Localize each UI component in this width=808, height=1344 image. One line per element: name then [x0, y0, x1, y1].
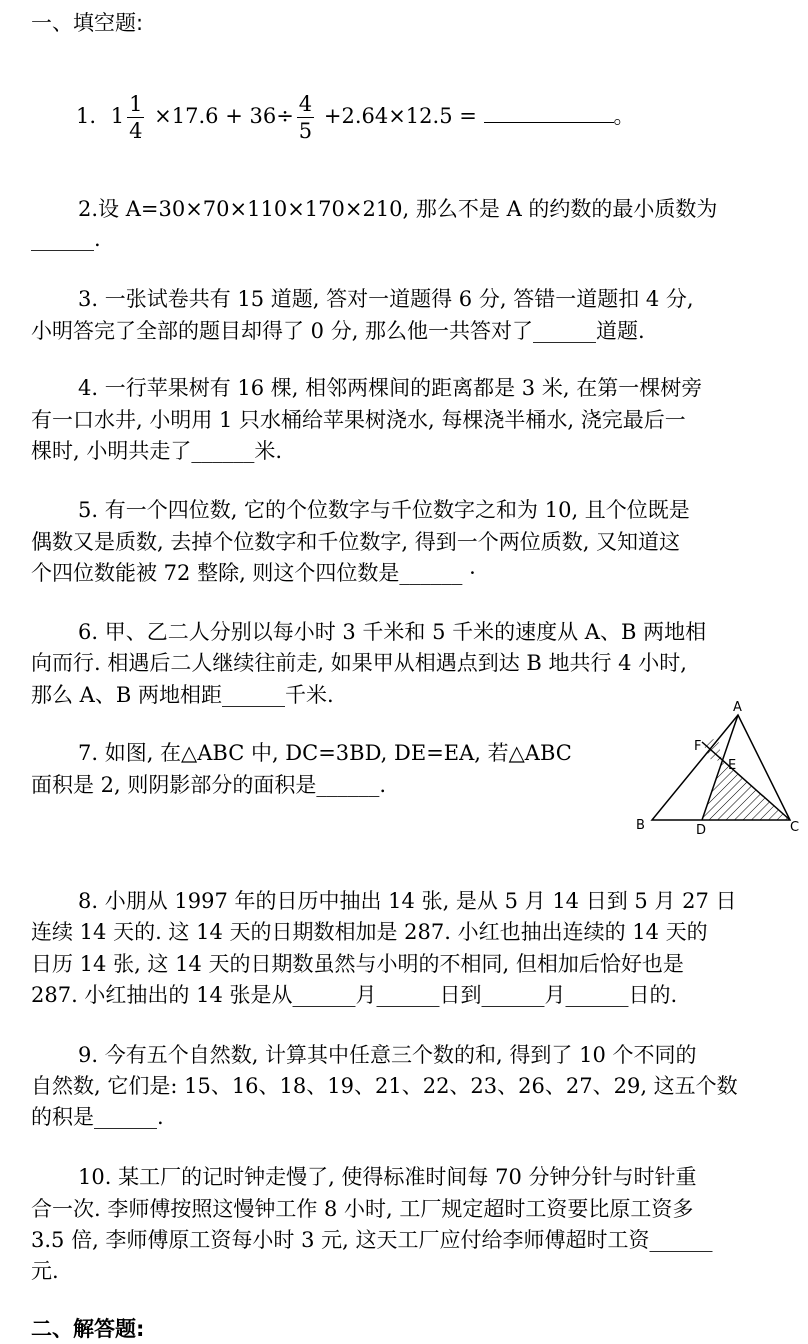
q8-line-4: 287. 小红抽出的 14 张是从______月______日到______月______日的. [31, 983, 678, 1007]
q1-fraction-2: $\frac{4}{5}$ [298, 92, 313, 143]
q5-line-1: 5. 有一个四位数, 它的个位数字与千位数字之和为 10, 且个位既是 [78, 498, 690, 522]
q5-line-3: 个四位数能被 72 整除, 则这个四位数是______ · [31, 561, 476, 585]
q1-number: 1. [76, 104, 97, 128]
q3-line-1: 3. 一张试卷共有 15 道题, 答对一道题得 6 分, 答错一道题扣 4 分, [78, 287, 694, 311]
q10-line-1: 10. 某工厂的记时钟走慢了, 使得标准时间每 70 分钟分针与时针重 [78, 1165, 697, 1189]
q1-tail: +2.64×12.5 = [323, 104, 477, 128]
label-a: A [733, 700, 742, 715]
section-2-title: 二、解答题: [31, 1317, 145, 1341]
label-f: F [694, 739, 702, 754]
q8-line-3: 日历 14 张, 这 14 天的日期数虽然与小明的不相同, 但相加后恰好也是 [31, 952, 684, 976]
q4-line-3: 棵时, 小明共走了______米. [31, 439, 283, 463]
shaded-region-lower [702, 761, 790, 820]
q8-line-1: 8. 小朋从 1997 年的日历中抽出 14 张, 是从 5 月 14 日到 5 月 27 日 [78, 889, 737, 913]
q6-line-3: 那么 A、B 两地相距______千米. [31, 683, 334, 707]
q1-answer-blank [484, 102, 614, 123]
label-b: B [636, 818, 645, 833]
q4-line-2: 有一口水井, 小明用 1 只水桶给苹果树浇水, 每棵浇半桶水, 浇完最后一 [31, 408, 686, 432]
q9-line-1: 9. 今有五个自然数, 计算其中任意三个数的和, 得到了 10 个不同的 [78, 1043, 697, 1067]
q2-line-1: 2.设 A=30×70×110×170×210, 那么不是 A 的约数的最小质数为 [78, 197, 718, 221]
label-e: E [728, 758, 737, 773]
q8-line-2: 连续 14 天的. 这 14 天的日期数相加是 287. 小红也抽出连续的 14 天的 [31, 920, 708, 944]
q10-line-4: 元. [31, 1259, 59, 1283]
q7-line-1: 7. 如图, 在△ABC 中, DC=3BD, DE=EA, 若△ABC [78, 741, 572, 765]
q6-line-2: 向而行. 相遇后二人继续往前走, 如果甲从相遇点到达 B 地共行 4 小时, [31, 651, 687, 675]
triangle-figure [630, 695, 802, 840]
q6-line-1: 6. 甲、乙二人分别以每小时 3 千米和 5 千米的速度从 A、B 两地相 [78, 620, 707, 644]
q10-line-3: 3.5 倍, 李师傅原工资每小时 3 元, 这天工厂应付给李师傅超时工资______ [31, 1228, 713, 1252]
q9-line-3: 的积是______. [31, 1105, 164, 1129]
q7-line-2: 面积是 2, 则阴影部分的面积是______. [31, 773, 387, 797]
question-1 [76, 88, 635, 144]
q1-end: 。 [613, 104, 635, 128]
q1-fraction-1: $\frac{1}{4}$ [129, 92, 143, 143]
q1-middle: ×17.6 + 36÷ [154, 104, 294, 128]
q1-whole: 1 [110, 104, 125, 128]
q3-line-2: 小明答完了全部的题目却得了 0 分, 那么他一共答对了______道题. [31, 319, 645, 343]
q10-line-2: 合一次. 李师傅按照这慢钟工作 8 小时, 工厂规定超时工资要比原工资多 [31, 1197, 694, 1221]
q9-line-2: 自然数, 它们是: 15、16、18、19、21、22、23、26、27、29, 这五个数 [31, 1074, 738, 1098]
section-1-title: 一、填空题: [31, 11, 144, 35]
label-c: C [790, 820, 800, 835]
label-d: D [696, 823, 707, 838]
q2-line-2: ______. [31, 227, 101, 251]
q5-line-2: 偶数又是质数, 去掉个位数字和千位数字, 得到一个两位质数, 又知道这 [31, 530, 681, 554]
q4-line-1: 4. 一行苹果树有 16 棵, 相邻两棵间的距离都是 3 米, 在第一棵树旁 [78, 376, 703, 400]
